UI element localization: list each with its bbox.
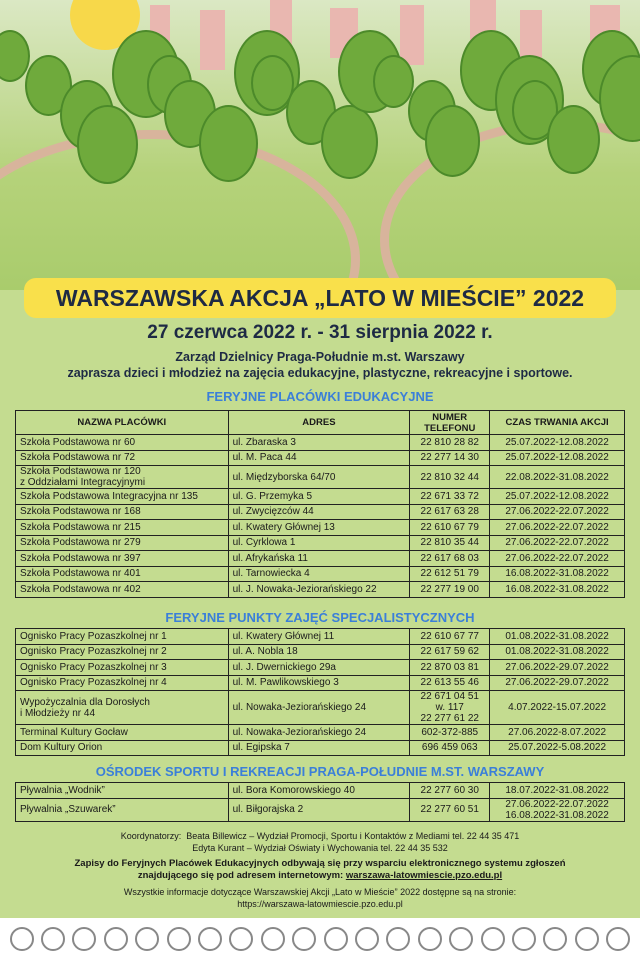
logo-icon [10, 927, 34, 951]
logo-icon [41, 927, 65, 951]
table-sport [15, 782, 625, 822]
info-text: Wszystkie informacje dotyczące Warszawskiej Akcji „Lato w Mieście” 2022 dostępne są na stronie: [123, 887, 517, 897]
cell-name: Ognisko Pracy Pozaszkolnej nr 1 [16, 629, 229, 645]
table-row [16, 566, 625, 582]
cell-dates: 25.07.2022-12.08.2022 [490, 489, 625, 505]
section-title: FERYJNE PLACÓWKI EDUKACYJNE [206, 389, 434, 404]
table-row [16, 660, 625, 676]
cell-dates: 01.08.2022-31.08.2022 [490, 629, 625, 645]
cell-address: ul. Afrykańska 11 [228, 551, 410, 567]
table-row [16, 504, 625, 520]
table-row [16, 691, 625, 725]
cell-address: ul. Bora Komorowskiego 40 [228, 783, 410, 799]
cell-address: ul. Międzyborska 64/70 [228, 466, 410, 489]
cell-name: Szkoła Podstawowa Integracyjna nr 135 [16, 489, 229, 505]
cell-name: Ognisko Pracy Pozaszkolnej nr 2 [16, 644, 229, 660]
cell-dates: 27.06.2022-22.07.2022 [490, 551, 625, 567]
header-address: ADRES [228, 411, 410, 435]
logo-icon [292, 927, 316, 951]
section-title: FERYJNE PUNKTY ZAJĘĆ SPECJALISTYCZNYCH [165, 610, 475, 625]
logo-icon [418, 927, 442, 951]
table-row [16, 644, 625, 660]
cell-name: Szkoła Podstawowa nr 397 [16, 551, 229, 567]
cell-address: ul. G. Przemyka 5 [228, 489, 410, 505]
partner-logos [0, 918, 640, 960]
cell-dates: 27.06.2022-29.07.2022 [490, 660, 625, 676]
intro-line: Zarząd Dzielnicy Praga-Południe m.st. Warszawy [175, 350, 465, 364]
cell-phone: 22 810 35 44 [410, 535, 490, 551]
cell-phone: 22 810 32 44 [410, 466, 490, 489]
table-row [16, 450, 625, 466]
cell-name: Szkoła Podstawowa nr 168 [16, 504, 229, 520]
header-dates: CZAS TRWANIA AKCJI [490, 411, 625, 435]
cell-phone: 22 612 51 79 [410, 566, 490, 582]
cell-dates: 27.06.2022-8.07.2022 [490, 725, 625, 741]
cell-name: Szkoła Podstawowa nr 279 [16, 535, 229, 551]
building-illustration [200, 10, 225, 70]
cell-dates: 01.08.2022-31.08.2022 [490, 644, 625, 660]
logo-icon [355, 927, 379, 951]
cell-address: ul. Kwatery Głównej 11 [228, 629, 410, 645]
cell-dates: 16.08.2022-31.08.2022 [490, 566, 625, 582]
cell-dates: 25.07.2022-12.08.2022 [490, 435, 625, 451]
cell-phone: 22 617 68 03 [410, 551, 490, 567]
coordinator: Beata Billewicz – Wydział Promocji, Sportu i Kontaktów z Mediami tel. 22 44 35 471 [186, 831, 520, 841]
cell-phone: 22 671 04 51 w. 117 22 277 61 22 [410, 691, 490, 725]
logo-icon [606, 927, 630, 951]
cell-address: ul. Zwycięzców 44 [228, 504, 410, 520]
cell-dates: 25.07.2022-12.08.2022 [490, 450, 625, 466]
header-name: NAZWA PLACÓWKI [16, 411, 229, 435]
path-illustration [380, 120, 640, 290]
table-row [16, 489, 625, 505]
signup-link[interactable]: warszawa-latowmiescie.pzo.edu.pl [345, 870, 503, 881]
cell-dates: 18.07.2022-31.08.2022 [490, 783, 625, 799]
tree-illustration [321, 105, 378, 179]
table-row [16, 551, 625, 567]
cell-address: ul. Egipska 7 [228, 740, 410, 756]
cell-name: Szkoła Podstawowa nr 72 [16, 450, 229, 466]
path-illustration [0, 130, 360, 290]
logo-icon [543, 927, 567, 951]
cell-name: Szkoła Podstawowa nr 401 [16, 566, 229, 582]
info [0, 886, 640, 910]
table-educational [15, 410, 625, 598]
tree-illustration [547, 105, 600, 174]
signup-text: Zapisy do Feryjnych Placówek Edukacyjnych odbywają się przy wsparciu elektronicznego systemu zgłoszeń znajdującego się pod adresem internetowym: [74, 858, 566, 881]
cell-address: ul. Kwatery Głównej 13 [228, 520, 410, 536]
cell-name: Ognisko Pracy Pozaszkolnej nr 3 [16, 660, 229, 676]
cell-phone: 602-372-885 [410, 725, 490, 741]
cell-phone: 696 459 063 [410, 740, 490, 756]
cell-phone: 22 617 63 28 [410, 504, 490, 520]
tree-illustration [199, 105, 258, 182]
logo-icon [386, 927, 410, 951]
logo-icon [512, 927, 536, 951]
cell-name: Ognisko Pracy Pozaszkolnej nr 4 [16, 675, 229, 691]
logo-icon [449, 927, 473, 951]
cell-phone: 22 671 33 72 [410, 489, 490, 505]
table-row [16, 582, 625, 598]
logo-icon [229, 927, 253, 951]
cell-address: ul. Tarnowiecka 4 [228, 566, 410, 582]
table-row [16, 535, 625, 551]
cell-phone: 22 277 60 30 [410, 783, 490, 799]
cell-phone: 22 277 14 30 [410, 450, 490, 466]
cell-dates: 22.08.2022-31.08.2022 [490, 466, 625, 489]
cell-dates: 27.06.2022-22.07.2022 [490, 504, 625, 520]
cell-phone: 22 277 19 00 [410, 582, 490, 598]
cell-address: ul. A. Nobla 18 [228, 644, 410, 660]
table-special [15, 628, 625, 756]
table-row [16, 740, 625, 756]
cell-dates: 27.06.2022-22.07.2022 16.08.2022-31.08.2022 [490, 798, 625, 821]
cell-name: Szkoła Podstawowa nr 120 z Oddziałami Integracyjnymi [16, 466, 229, 489]
cell-address: ul. Nowaka-Jeziorańskiego 24 [228, 691, 410, 725]
cell-address: ul. M. Pawlikowskiego 3 [228, 675, 410, 691]
page-title: WARSZAWSKA AKCJA „LATO W MIEŚCIE” 2022 [24, 278, 616, 318]
cell-phone: 22 610 67 79 [410, 520, 490, 536]
logo-icon [167, 927, 191, 951]
tree-illustration [77, 105, 138, 184]
cell-name: Terminal Kultury Gocław [16, 725, 229, 741]
tree-illustration [425, 105, 480, 177]
coordinators-label: Koordynatorzy: [120, 831, 182, 841]
intro-line: zaprasza dzieci i młodzież na zajęcia edukacyjne, plastyczne, rekreacyjne i sportowe. [67, 366, 573, 380]
cell-dates: 16.08.2022-31.08.2022 [490, 582, 625, 598]
table-row [16, 520, 625, 536]
cell-phone: 22 810 28 82 [410, 435, 490, 451]
signup-info [0, 858, 640, 882]
cell-address: ul. Cyrklowa 1 [228, 535, 410, 551]
event-dates: 27 czerwca 2022 r. - 31 sierpnia 2022 r. [147, 322, 493, 343]
cell-dates: 27.06.2022-29.07.2022 [490, 675, 625, 691]
table-row [16, 725, 625, 741]
section-title: OŚRODEK SPORTU I REKREACJI PRAGA-POŁUDNIE M.ST. WARSZAWY [95, 764, 545, 779]
intro-text [0, 349, 640, 381]
building-illustration [400, 5, 424, 65]
cell-phone: 22 870 03 81 [410, 660, 490, 676]
cell-name: Szkoła Podstawowa nr 60 [16, 435, 229, 451]
cell-address: ul. Nowaka-Jeziorańskiego 24 [228, 725, 410, 741]
table-row [16, 798, 625, 821]
table-row [16, 783, 625, 799]
cell-name: Wypożyczalnia dla Dorosłych i Młodzieży nr 44 [16, 691, 229, 725]
cell-phone: 22 610 67 77 [410, 629, 490, 645]
logo-icon [72, 927, 96, 951]
cell-name: Dom Kultury Orion [16, 740, 229, 756]
logo-icon [481, 927, 505, 951]
cell-phone: 22 613 55 46 [410, 675, 490, 691]
cell-address: ul. J. Nowaka-Jeziorańskiego 22 [228, 582, 410, 598]
cell-dates: 25.07.2022-5.08.2022 [490, 740, 625, 756]
logo-icon [198, 927, 222, 951]
table-header [16, 411, 625, 435]
cell-phone: 22 617 59 62 [410, 644, 490, 660]
logo-icon [575, 927, 599, 951]
cell-phone: 22 277 60 51 [410, 798, 490, 821]
coordinators [0, 830, 640, 854]
info-link[interactable]: https://warszawa-latowmiescie.pzo.edu.pl [237, 899, 403, 909]
logo-icon [135, 927, 159, 951]
logo-icon [261, 927, 285, 951]
cell-dates: 4.07.2022-15.07.2022 [490, 691, 625, 725]
park-illustration [0, 0, 640, 290]
table-row [16, 629, 625, 645]
cell-address: ul. Zbaraska 3 [228, 435, 410, 451]
cell-name: Szkoła Podstawowa nr 215 [16, 520, 229, 536]
table-row [16, 466, 625, 489]
tree-illustration [373, 55, 414, 108]
table-row [16, 435, 625, 451]
header-phone: NUMER TELEFONU [410, 411, 490, 435]
cell-dates: 27.06.2022-22.07.2022 [490, 520, 625, 536]
cell-name: Szkoła Podstawowa nr 402 [16, 582, 229, 598]
logo-icon [324, 927, 348, 951]
logo-icon [104, 927, 128, 951]
cell-address: ul. M. Paca 44 [228, 450, 410, 466]
coordinator: Edyta Kurant – Wydział Oświaty i Wychowania tel. 22 44 35 532 [192, 843, 448, 853]
cell-dates: 27.06.2022-22.07.2022 [490, 535, 625, 551]
cell-address: ul. J. Dwernickiego 29a [228, 660, 410, 676]
cell-name: Pływalnia „Wodnik” [16, 783, 229, 799]
table-row [16, 675, 625, 691]
cell-address: ul. Biłgorajska 2 [228, 798, 410, 821]
cell-name: Pływalnia „Szuwarek” [16, 798, 229, 821]
